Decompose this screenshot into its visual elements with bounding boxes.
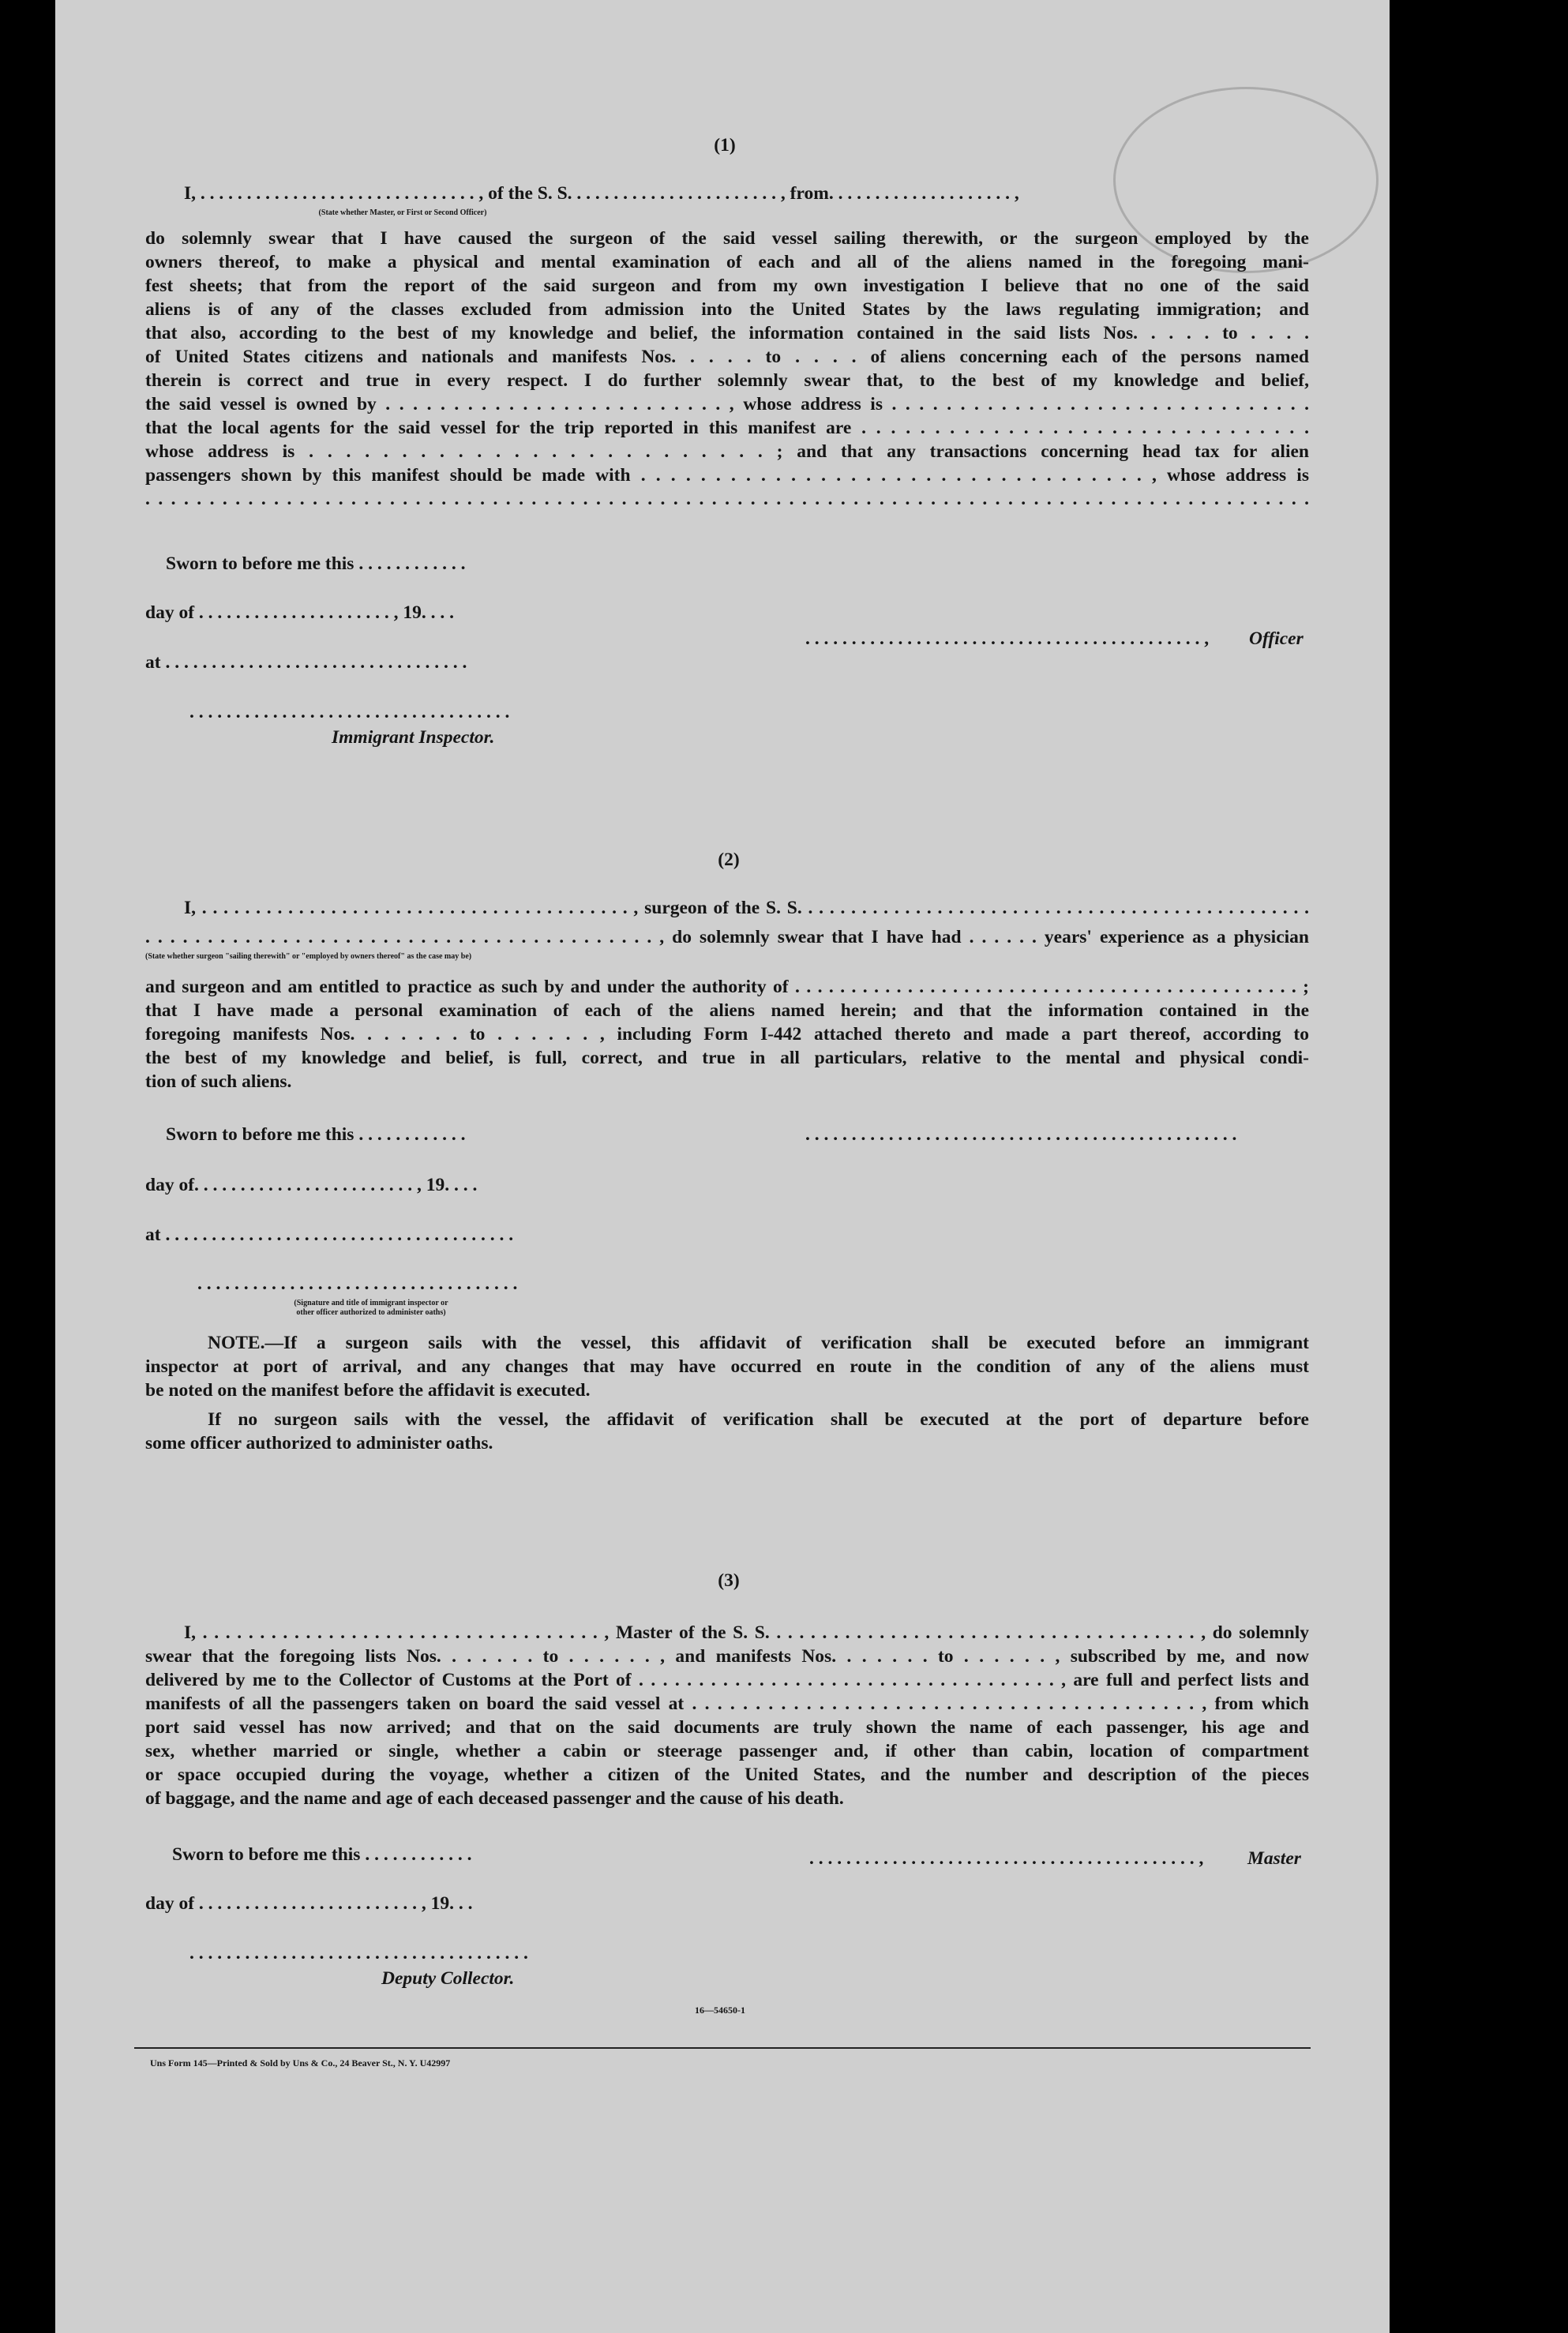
- s2-sworn-line: Sworn to before me this . . . . . . . . . . . .: [166, 1124, 466, 1145]
- s1-day-line: day of . . . . . . . . . . . . . . . . . . . . . , 19. . . .: [145, 602, 455, 623]
- s1-body-line: that the local agents for the said vessel for the trip reported in this manifest are . . . . . . . . . . . . . . . . . . . . . . . . . . . . . . .: [145, 418, 1309, 438]
- binder-hole: [1421, 268, 1457, 305]
- s3-body-line: sex, whether married or single, whether a cabin or steerage passenger and, if other than cabin, location of compartment: [145, 1741, 1309, 1761]
- s3-body-line: swear that the foregoing lists Nos. . . . . . . to . . . . . . , and manifests Nos. . . . . . . to . . . . . . , subscribed by me, and now: [145, 1646, 1309, 1667]
- s3-master-label: Master: [1247, 1848, 1301, 1869]
- s1-body-line: fest sheets; that from the report of the said surgeon and from my own investigation I believe that no one of the said: [145, 276, 1309, 296]
- s2-body-line: the best of my knowledge and belief, is full, correct, and true in all particulars, relative to the mental and physical condi-: [145, 1048, 1309, 1068]
- s2-line-1: I, . . . . . . . . . . . . . . . . . . . . . . . . . . . . . . . . . . . . . . . . , surgeon of the S. S. . . . . . . . . . . . . . . . . . . . . . . . . . . . . . . . . . . . . . . . . . . . . . . .: [184, 898, 1309, 918]
- s1-officer-note: (State whether Master, or First or Second Officer): [318, 208, 487, 217]
- s2-note-line: some officer authorized to administer oaths.: [145, 1433, 493, 1453]
- section-2-number: (2): [718, 850, 740, 870]
- s1-body-line: therein is correct and true in every respect. I do further solemnly swear that, to the best of my knowledge and belief,: [145, 370, 1309, 391]
- s2-body-line: tion of such aliens.: [145, 1071, 292, 1092]
- s2-note-line: [208, 1332, 1309, 1355]
- binder-hole: [1421, 2041, 1457, 2077]
- s1-officer-label: Officer: [1249, 628, 1304, 649]
- binder-hole: [1421, 662, 1457, 698]
- s1-officer-signature-line: . . . . . . . . . . . . . . . . . . . . . . . . . . . . . . . . . . . . . . . . . . . ,: [805, 628, 1210, 649]
- s2-note-line: inspector at port of arrival, and any changes that may have occurred en route in the condition of any of the aliens must: [145, 1356, 1309, 1377]
- s3-body-line: delivered by me to the Collector of Customs at the Port of . . . . . . . . . . . . . . . . . . . . . . . . . . . . . . . . . . . , are full and perfect lists and: [145, 1670, 1309, 1690]
- s1-inspector-signature-line: . . . . . . . . . . . . . . . . . . . . . . . . . . . . . . . . . . .: [189, 702, 510, 722]
- s2-note-line: be noted on the manifest before the affidavit is executed.: [145, 1380, 591, 1401]
- s2-note-line: If no surgeon sails with the vessel, the affidavit of verification shall be executed at the port of departure before: [208, 1409, 1309, 1430]
- form-code: 16—54650-1: [695, 2005, 745, 2016]
- s3-collector-signature-line: . . . . . . . . . . . . . . . . . . . . . . . . . . . . . . . . . . . . .: [189, 1943, 528, 1964]
- s1-body-line: . . . . . . . . . . . . . . . . . . . . . . . . . . . . . . . . . . . . . . . . . . . . . . . . . . . . . . . . . . . . . . . . . . . . . . . . . . . . . . . . . . . . . . . . . . .: [145, 489, 1309, 509]
- s3-body-line: manifests of all the passengers taken on board the said vessel at . . . . . . . . . . . . . . . . . . . . . . . . . . . . . . . . . . . . . . . . , from which: [145, 1693, 1309, 1714]
- s1-body-line: that also, according to the best of my knowledge and belief, the information contained in the said lists Nos. . . . . to . . . .: [145, 323, 1309, 343]
- s3-collector-label: Deputy Collector.: [381, 1968, 515, 1989]
- binder-hole: [1421, 128, 1457, 164]
- s2-day-line: day of. . . . . . . . . . . . . . . . . . . . . . . . , 19. . . .: [145, 1175, 478, 1195]
- s3-day-line: day of . . . . . . . . . . . . . . . . . . . . . . . . , 19. . .: [145, 1893, 473, 1914]
- s1-body-line: the said vessel is owned by . . . . . . . . . . . . . . . . . . . . . . . . . , whose address is . . . . . . . . . . . . . . . . . . . . . . . . . . . . . . .: [145, 394, 1309, 414]
- s1-inspector-label: Immigrant Inspector.: [332, 727, 495, 748]
- s2-body-line: foregoing manifests Nos. . . . . . . to . . . . . . , including Form I-442 attached thereto and made a part thereof, according to: [145, 1024, 1309, 1045]
- s1-body-line: owners thereof, to make a physical and mental examination of each and all of the aliens named in the foregoing mani-: [145, 252, 1309, 272]
- printer-footer: Uns Form 145—Printed & Sold by Uns & Co., 24 Beaver St., N. Y. U42997: [150, 2057, 451, 2069]
- s2-signature-note: other officer authorized to administer oaths): [296, 1308, 446, 1317]
- s3-body-line: of baggage, and the name and age of each deceased passenger and the cause of his death.: [145, 1788, 844, 1809]
- section-1-number: (1): [714, 135, 736, 156]
- s1-sworn-line: Sworn to before me this . . . . . . . . . . . .: [166, 553, 466, 574]
- s1-line-1: I, . . . . . . . . . . . . . . . . . . . . . . . . . . . . . . , of the S. S. . . . . . . . . . . . . . . . . . . . . . . , from. . . . . . . . . . . . . . . . . . . . ,: [184, 183, 1019, 204]
- s3-body-line: I, . . . . . . . . . . . . . . . . . . . . . . . . . . . . . . . . . . . , Master of the S. S. . . . . . . . . . . . . . . . . . . . . . . . . . . . . . . . . . . . . . , do solemnly: [184, 1622, 1309, 1643]
- s1-at-line: at . . . . . . . . . . . . . . . . . . . . . . . . . . . . . . . . .: [145, 652, 467, 673]
- s1-body-line: aliens is of any of the classes excluded from admission into the United States by the laws regulating immigration; and: [145, 299, 1309, 320]
- note-text: —If a surgeon sails with the vessel, this affidavit of verification shall be executed before an immigrant: [264, 1333, 1309, 1353]
- s2-body-line: that I have made a personal examination of each of the aliens named herein; and that the information contained in the: [145, 1000, 1309, 1021]
- binder-hole: [1421, 1161, 1457, 1197]
- s2-surgeon-note: (State whether surgeon "sailing therewith" or "employed by owners thereof" as the case may be): [145, 952, 472, 961]
- s3-body-line: port said vessel has now arrived; and that on the said documents are truly shown the name of each passenger, his age and: [145, 1717, 1309, 1738]
- footer-rule: [134, 2047, 1311, 2049]
- binder-hole: [1421, 1547, 1457, 1584]
- s2-surgeon-signature-line: . . . . . . . . . . . . . . . . . . . . . . . . . . . . . . . . . . . . . . . . . . . . . . .: [805, 1124, 1237, 1145]
- s1-body-line: passengers shown by this manifest should be made with . . . . . . . . . . . . . . . . . . . . . . . . . . . . . . . . . . , whose address is: [145, 465, 1309, 486]
- note-heading: NOTE.: [208, 1333, 265, 1353]
- s2-line-2: . . . . . . . . . . . . . . . . . . . . . . . . . . . . . . . . . . . . . . . . . , do solemnly swear that I have had . . . . . . years' experience as a physician: [145, 927, 1309, 947]
- s1-body-line: of United States citizens and nationals and manifests Nos. . . . . to . . . . of aliens concerning each of the persons named: [145, 347, 1309, 367]
- s2-signature-note: (Signature and title of immigrant inspector or: [294, 1299, 448, 1307]
- s3-sworn-line: Sworn to before me this . . . . . . . . . . . .: [172, 1844, 472, 1865]
- s3-master-signature-line: . . . . . . . . . . . . . . . . . . . . . . . . . . . . . . . . . . . . . . . . . . ,: [809, 1848, 1204, 1869]
- s1-body-line: do solemnly swear that I have caused the surgeon of the said vessel sailing therewith, or the surgeon employed by the: [145, 228, 1309, 249]
- s2-inspector-signature-line: . . . . . . . . . . . . . . . . . . . . . . . . . . . . . . . . . . .: [197, 1273, 518, 1294]
- section-3-number: (3): [718, 1570, 740, 1591]
- s1-body-line: whose address is . . . . . . . . . . . . . . . . . . . . . . . . . ; and that any transactions concerning head tax for alien: [145, 441, 1309, 462]
- s3-body-line: or space occupied during the voyage, whether a citizen of the United States, and the number and description of the pieces: [145, 1765, 1309, 1785]
- s2-body-line: and surgeon and am entitled to practice as such by and under the authority of . . . . . . . . . . . . . . . . . . . . . . . . . . . . . . . . . . . . . . . . . . . . . ;: [145, 977, 1309, 997]
- s2-at-line: at . . . . . . . . . . . . . . . . . . . . . . . . . . . . . . . . . . . . . .: [145, 1225, 514, 1245]
